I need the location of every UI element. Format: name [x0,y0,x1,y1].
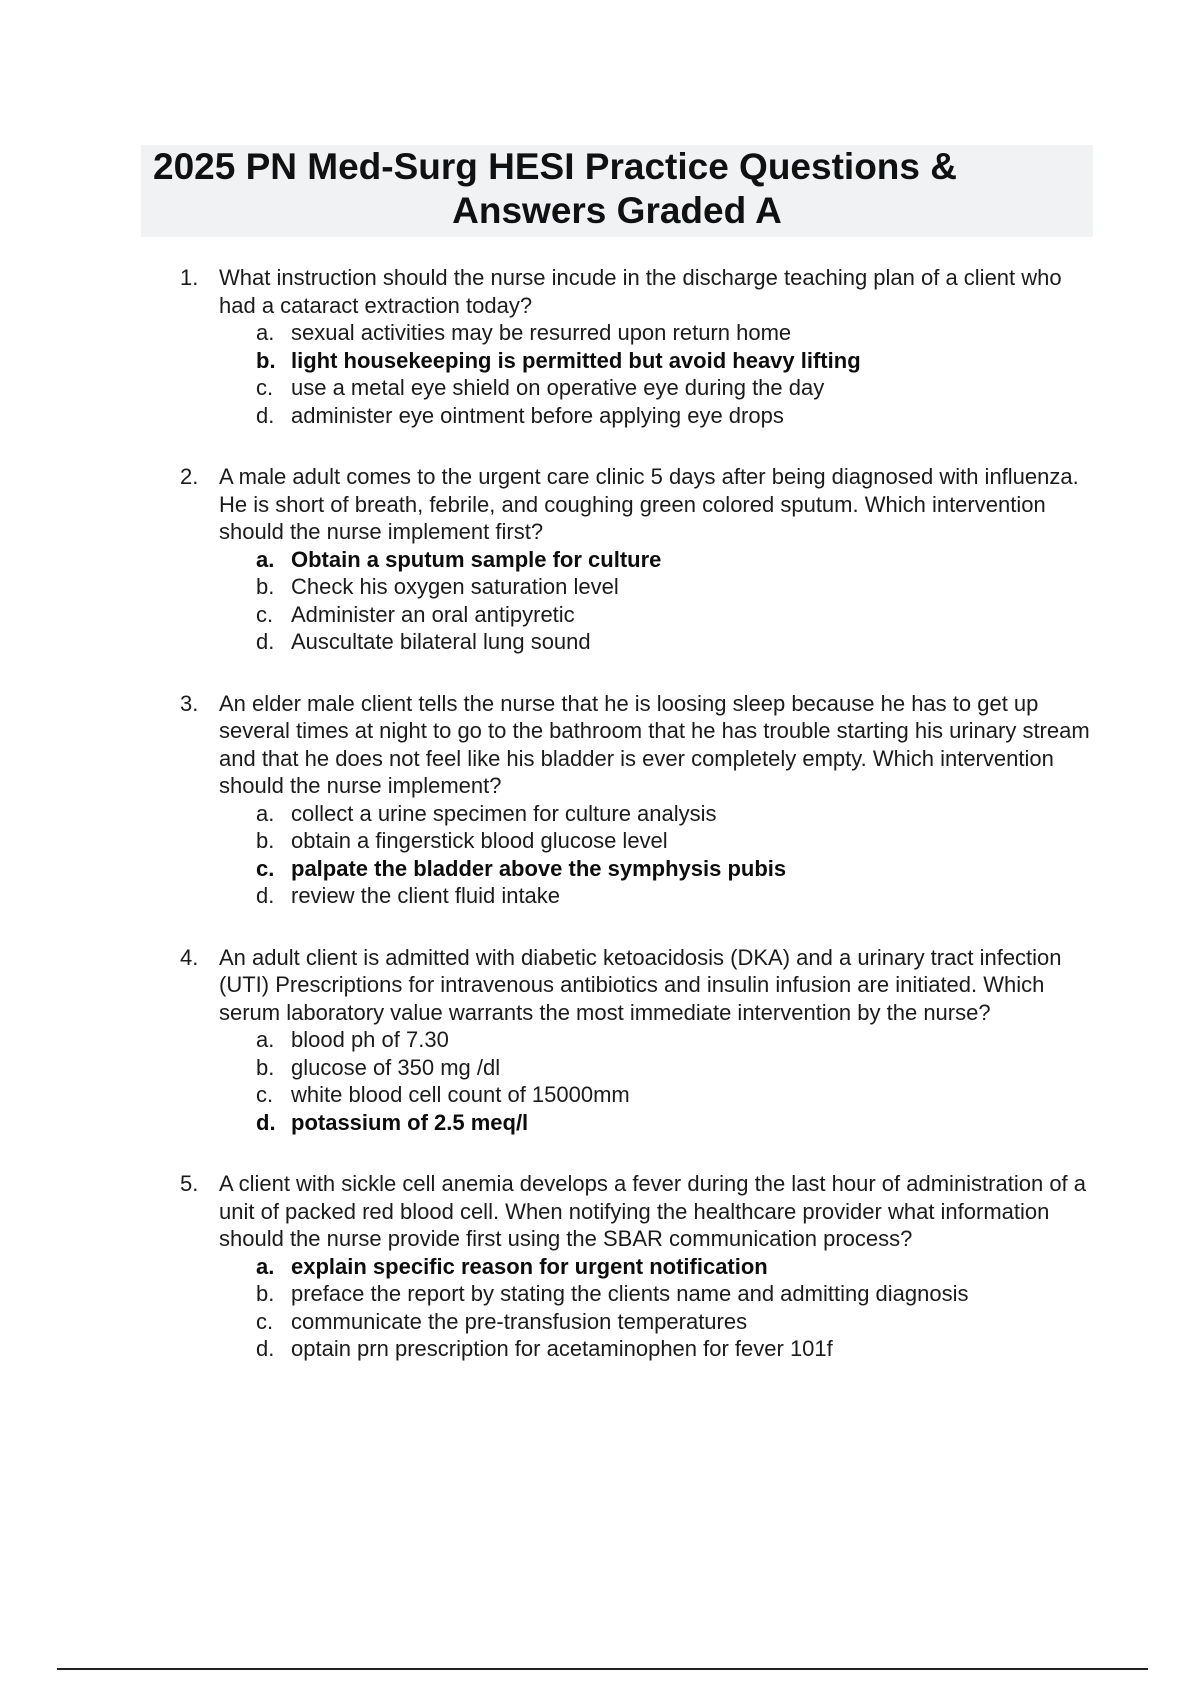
spacer [180,910,1100,944]
spacer [180,429,1100,463]
answer-option [256,402,1100,430]
option-letter: c. [256,1308,274,1334]
option-text: administer eye ointment before applying eye drops [291,402,784,428]
answer-option [256,628,1100,656]
spacer [180,1136,1100,1170]
question-text: An elder male client tells the nurse that he is loosing sleep because he has to get up several times at night to go to the bathroom that he has trouble starting his urinary stream and that he does not feel like his bladder is ever completely empty. Which intervention should the nurse implement? [219,690,1090,798]
question-list [180,264,1100,1363]
answer-options [256,546,1100,656]
option-letter: b. [256,828,275,853]
option-text: Check his oxygen saturation level [291,574,619,599]
option-text: collect a urine specimen for culture analysis [291,800,717,826]
answer-options [256,1253,1100,1363]
option-letter: c. [256,375,274,400]
option-text: review the client fluid intake [291,883,561,908]
option-text: optain prn prescription for acetaminophen for fever 101f [291,1336,833,1361]
option-letter: d. [256,1109,276,1135]
question-number: 3. [180,690,199,716]
option-text: preface the report by stating the clients name and admitting diagnosis [291,1281,969,1306]
option-letter: c. [256,1082,274,1107]
option-letter: d. [256,402,275,428]
answer-option-correct [256,546,1100,574]
question-2 [180,463,1100,656]
option-text: white blood cell count of 15000mm [291,1082,630,1107]
answer-option [256,1280,1100,1308]
question-5 [180,1170,1100,1363]
question-1 [180,264,1100,429]
answer-option [256,1054,1100,1082]
option-letter: b. [256,1281,275,1306]
answer-option [256,1026,1100,1054]
answer-option [256,374,1100,402]
option-letter: a. [256,1253,275,1279]
question-text: An adult client is admitted with diabetic ketoacidosis (DKA) and a urinary tract infection (UTI) Prescriptions for intravenous antibiotics and insulin infusion are initiated. Which serum laboratory value warrants the most immediate intervention by the nurse? [219,944,1062,1025]
answer-option [256,882,1100,910]
option-letter: c. [256,601,274,627]
option-letter: d. [256,1336,275,1361]
answer-option [256,1081,1100,1109]
answer-option-correct [256,1253,1100,1281]
question-number: 1. [180,265,199,290]
option-letter: a. [256,800,275,826]
option-text: communicate the pre-transfusion temperatures [291,1308,748,1334]
option-text: blood ph of 7.30 [291,1027,449,1052]
option-letter: a. [256,1027,275,1052]
option-letter: c. [256,855,275,881]
question-number: 2. [180,464,199,489]
option-text: palpate the bladder above the symphysis pubis [291,855,787,881]
option-text: Obtain a sputum sample for culture [291,546,662,572]
question-text: What instruction should the nurse incude in the discharge teaching plan of a client who had a cataract extraction today? [219,265,1062,318]
option-text: obtain a fingerstick blood glucose level [291,828,668,853]
option-letter: d. [256,883,275,908]
answer-option [256,827,1100,855]
answer-option [256,601,1100,629]
answer-option-correct [256,347,1100,375]
option-text: potassium of 2.5 meq/l [291,1109,529,1135]
option-letter: b. [256,1054,275,1080]
option-text: light housekeeping is permitted but avoid heavy lifting [291,347,861,373]
answer-option [256,1335,1100,1363]
option-text: use a metal eye shield on operative eye during the day [291,375,825,400]
option-letter: b. [256,347,276,373]
title-line-2: Answers Graded A [452,190,782,231]
answer-option [256,800,1100,828]
answer-option [256,1308,1100,1336]
option-text: Auscultate bilateral lung sound [291,629,591,654]
option-letter: d. [256,629,275,654]
option-letter: a. [256,320,275,345]
title-line-1: 2025 PN Med-Surg HESI Practice Questions & [153,146,957,187]
question-3 [180,690,1100,910]
option-text: sexual activities may be resurred upon return home [291,320,792,345]
question-text: A male adult comes to the urgent care clinic 5 days after being diagnosed with influenza. He is short of breath, febrile, and coughing green colored sputum. Which intervention should the nurse implement first? [219,464,1079,544]
answer-option [256,319,1100,347]
answer-options [256,800,1100,910]
spacer [180,656,1100,690]
question-4 [180,944,1100,1137]
answer-option [256,573,1100,601]
option-text: glucose of 350 mg /dl [291,1054,501,1080]
option-letter: a. [256,546,275,572]
option-text: Administer an oral antipyretic [291,601,575,627]
answer-options [256,1026,1100,1136]
answer-option-correct [256,1109,1100,1137]
footer-divider [57,1668,1148,1670]
question-number: 4. [180,944,199,970]
question-number: 5. [180,1171,199,1196]
question-text: A client with sickle cell anemia develops a fever during the last hour of administration of a unit of packed red blood cell. When notifying the healthcare provider what information should the nurse provide first using the SBAR communication process? [219,1171,1087,1251]
answer-options [256,319,1100,429]
document-title [141,145,1093,237]
answer-option-correct [256,855,1100,883]
option-text: explain specific reason for urgent notification [291,1253,768,1279]
option-letter: b. [256,574,275,599]
